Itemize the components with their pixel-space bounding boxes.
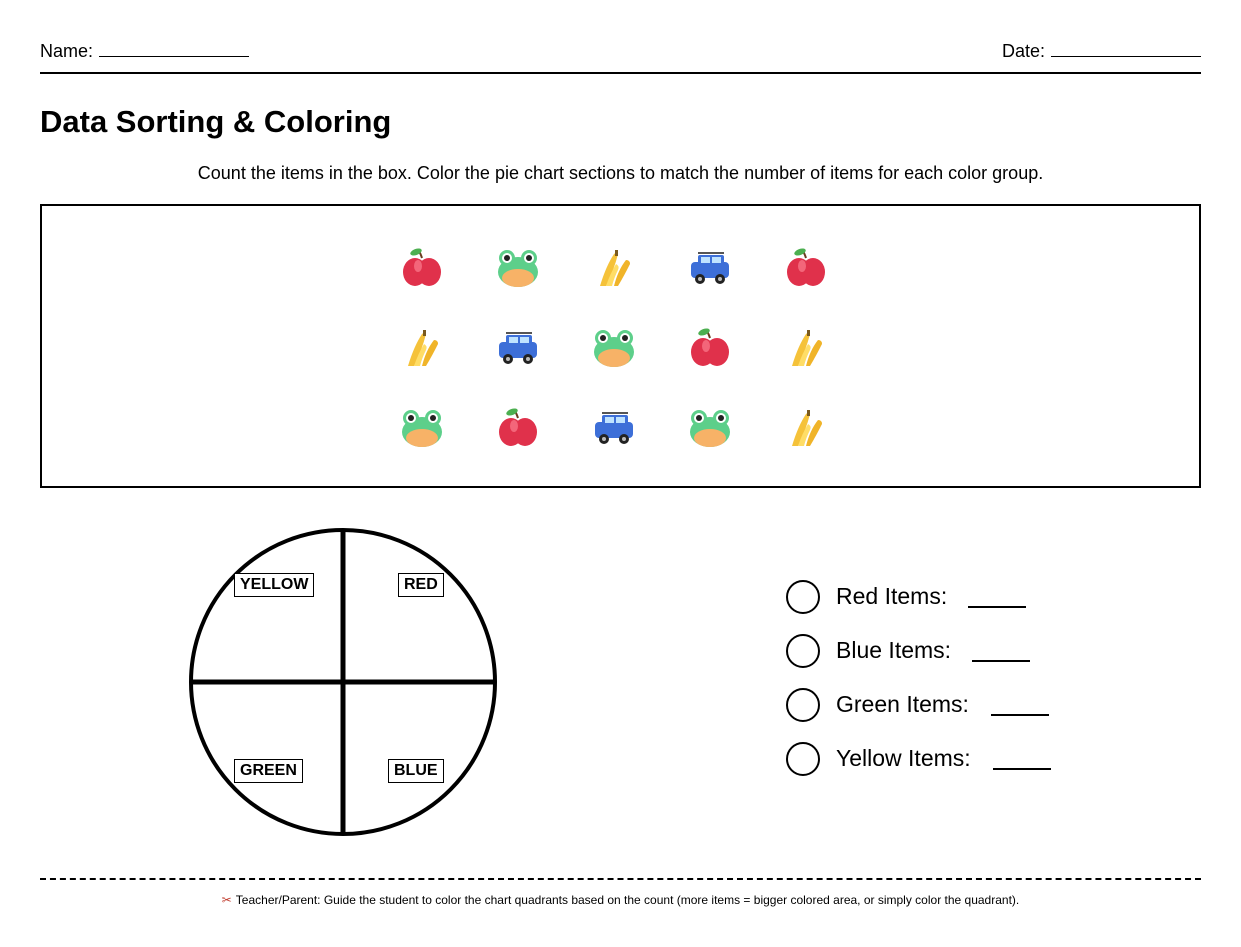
name-label: Name: [40,41,94,61]
quadrant-label-bottom-left[interactable]: GREEN [234,759,303,783]
frog-icon [688,406,732,450]
frog-icon [592,326,636,370]
page-title: Data Sorting & Coloring [40,104,392,139]
date-field [1002,40,1201,62]
banana-icon [784,326,828,370]
teacher-note [40,892,1201,908]
count-blank[interactable] [991,714,1049,716]
teacher-note-text: Teacher/Parent: Guide the student to color the chart quadrants based on the count (more items = bigger colored area, or simply color the quadrant). [235,893,1020,907]
scissors-icon: ✂ [221,893,232,907]
instructions: Count the items in the box. Color the pie chart sections to match the number of items for each color group. [197,163,1044,183]
car-icon [496,326,540,370]
legend-label: Blue Items: [836,637,952,663]
count-blank[interactable] [993,768,1051,770]
frog-icon [400,406,444,450]
color-circle[interactable] [786,742,820,776]
color-circle[interactable] [786,688,820,722]
banana-icon [592,246,636,290]
color-circle[interactable] [786,634,820,668]
date-blank[interactable] [1051,40,1201,57]
legend-label: Green Items: [836,691,969,717]
apple-icon [784,246,828,290]
name-blank[interactable] [99,40,249,57]
legend-label: Yellow Items: [836,745,971,771]
car-icon [688,246,732,290]
count-blank[interactable] [972,660,1030,662]
car-icon [592,406,636,450]
name-field [40,40,249,62]
count-blank[interactable] [968,606,1026,608]
quadrant-label-top-right[interactable]: RED [398,573,444,597]
cut-line [40,878,1201,880]
items-box [40,204,1201,488]
apple-icon [496,406,540,450]
banana-icon [400,326,444,370]
apple-icon [400,246,444,290]
color-circle[interactable] [786,580,820,614]
banana-icon [784,406,828,450]
quadrant-label-bottom-right[interactable]: BLUE [388,759,444,783]
legend-label: Red Items: [836,583,948,609]
worksheet-header [40,38,1201,74]
date-label: Date: [1001,41,1045,61]
quadrant-label-top-left[interactable]: YELLOW [234,573,314,597]
pie-chart [188,526,498,843]
frog-icon [496,246,540,290]
apple-icon [688,326,732,370]
